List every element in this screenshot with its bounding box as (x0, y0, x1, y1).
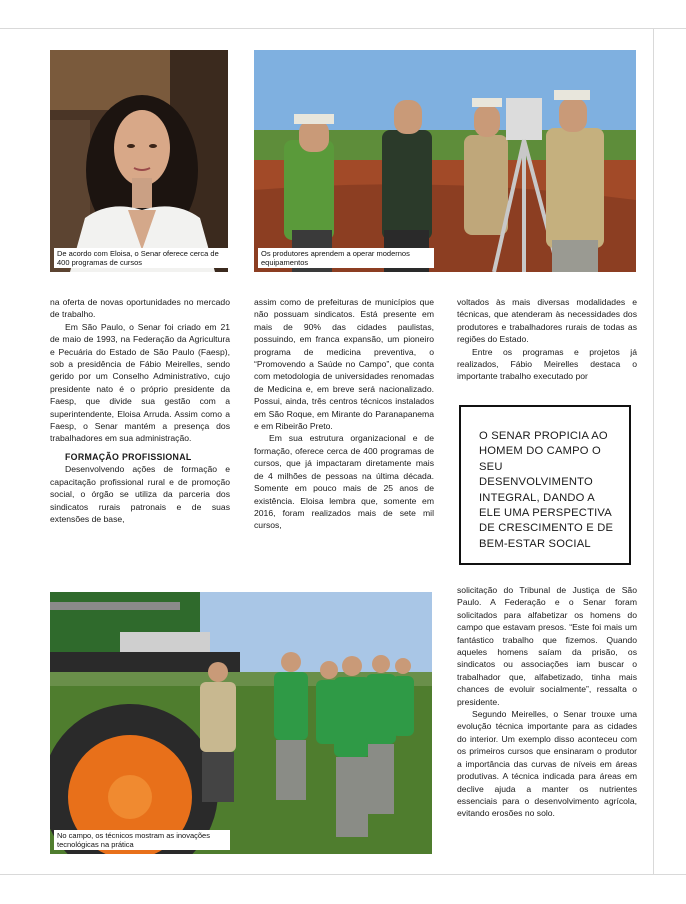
column1-paragraph-2: Em São Paulo, o Senar foi criado em 21 de maio de 1993, na Federação da Agricultura e Pecuária do Estado de São Paulo (Faesp), sob a presidência de Fábio Meirelles, sendo gerido por um Conselho Administrativo, cujo presidente nato é o próprio presidente da Faesp, que divide sua gestão com a superintendente, Eloisa Arruda. Assim como a Faesp, o Senar mantém a presença dos trabalhadores em sua administração. (50, 321, 230, 444)
field-caption: Os produtores aprendem a operar modernos equipamentos (258, 248, 434, 268)
text-column-2 (254, 296, 434, 532)
field-photo (254, 50, 636, 272)
text-column-3 (457, 296, 637, 383)
section-heading: FORMAÇÃO PROFISSIONAL (65, 451, 192, 462)
column4-paragraph-1: solicitação do Tribunal de Justiça de São Paulo. A Federação e o Senar foram solicitados para alfabetizar os homens do campo que estavam presos. “Este foi mais um fantástico trabalho que fizemos. Quando aqueles homens saíam da prisão, os sindicatos ou associações iam buscar o trabalhador que, alfabetizado, tinha mais chances de evoluir socialmente”, ressalta o presidente. (457, 585, 637, 707)
machine-photo (50, 592, 432, 854)
column3-paragraph-1: voltados às mais diversas modalidades e técnicas, que atenderam às necessidades dos produtores e trabalhadores rurais de todas as regiões do Estado. (457, 297, 637, 345)
text-column-4 (457, 584, 637, 820)
column2-paragraph-2: Em sua estrutura organizacional e de formação, oferece cerca de 400 programas de cursos, que já impactaram diretamente mais de 4 milhões de pessoas na última década. Somente em pouco mais de 25 anos de existência. Eloisa lembra que, somente em 2016, foram realizados mais de sete mil cursos, (254, 433, 434, 531)
pull-quote: O SENAR PROPICIA AO HOMEM DO CAMPO O SEU DESENVOLVIMENTO INTEGRAL, DANDO A ELE UMA PERSPECTIVA DE CRESCIMENTO E DE BEM-ESTAR SOCIAL (459, 405, 631, 565)
bottom-rule (0, 874, 686, 875)
portrait-photo (50, 50, 228, 272)
column3-paragraph-2: Entre os programas e projetos já realizados, Fábio Meirelles destaca o importante trabalho executado por (457, 346, 637, 382)
right-rule (653, 28, 654, 874)
column1-paragraph-1: na oferta de novas oportunidades no mercado de trabalho. (50, 297, 230, 320)
machine-caption: No campo, os técnicos mostram as inovações tecnológicas na prática (54, 830, 230, 850)
text-column-1 (50, 296, 230, 525)
column4-paragraph-2: Segundo Meirelles, o Senar trouxe uma evolução técnica importante para as cidades do interior. Um exemplo disso aconteceu com os primeiros cursos que ensinaram o produtor a importância das curvas de níveis em áreas produtivas. A técnica indicada para áreas em declive ajuda a manter os nutrientes essenciais para o desenvolvimento agrícola, evitando erosões no solo. (457, 709, 637, 819)
portrait-caption: De acordo com Eloisa, o Senar oferece cerca de 400 programas de cursos (54, 248, 228, 268)
column1-paragraph-3: Desenvolvendo ações de formação e capacitação profissional rural e de promoção social, o órgão se utiliza da parceria dos sindicatos rurais patronais e de suas extensões de base, (50, 464, 230, 524)
column2-paragraph-1: assim como de prefeituras de municípios que não possuam sindicatos. Está presente em mais de 90% das cidades paulistas, possuindo, em franca expansão, um pioneiro programa de medicina preventiva, o “Promovendo a Saúde no Campo”, que conta com metodologia de universidades renomadas de Medicina e, em breve será nacionalizado. Possui, ainda, três centros técnicos instalados em São Roque, em Mirante do Paranapanema e em Ribeirão Preto. (254, 297, 434, 432)
top-rule (0, 28, 686, 29)
